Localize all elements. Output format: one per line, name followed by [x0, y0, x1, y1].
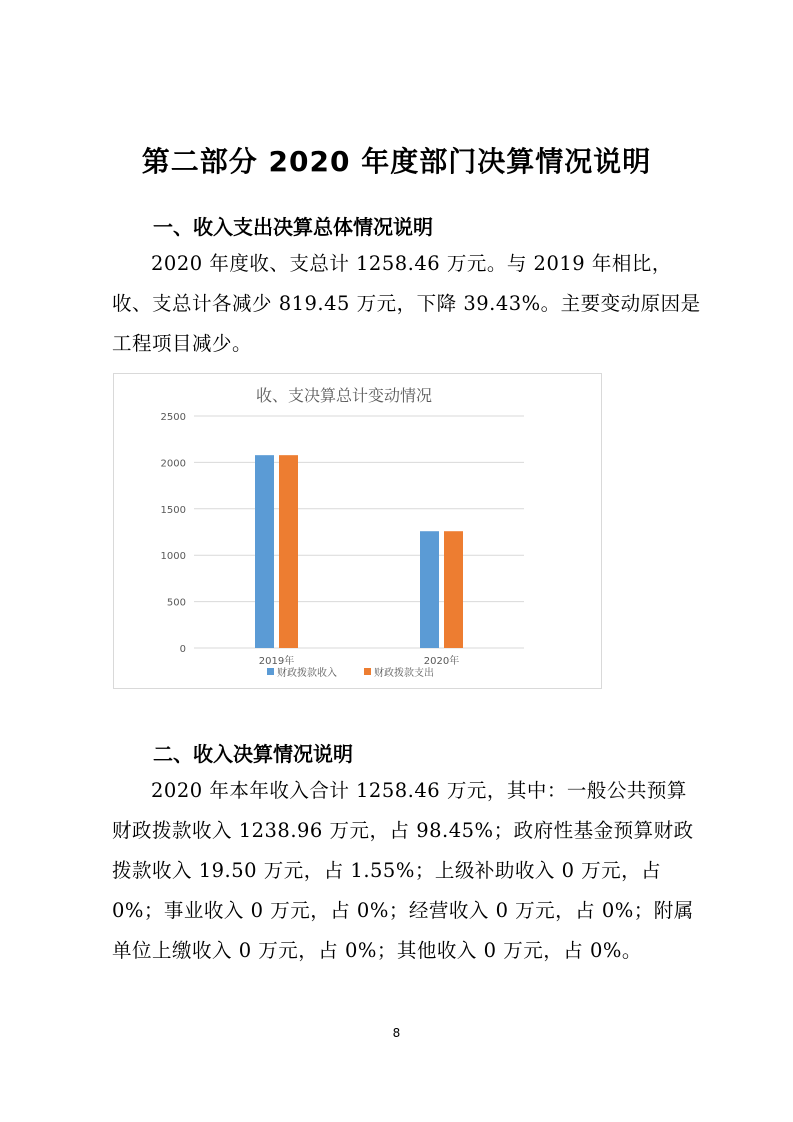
bar	[255, 455, 274, 648]
y-tick-label: 1500	[160, 504, 186, 516]
legend-label: 财政拨款收入	[277, 668, 337, 679]
page-title: 第二部分 2020 年度部门决算情况说明	[141, 145, 652, 178]
y-tick-label: 0	[179, 644, 186, 655]
bar-chart	[114, 374, 601, 688]
section-1-heading: 一、收入支出决算总体情况说明	[153, 215, 433, 239]
y-tick-label: 500	[166, 597, 186, 609]
y-tick-label: 1000	[160, 551, 186, 563]
page-number: 8	[392, 1026, 401, 1040]
chart-title: 收、支决算总计变动情况	[255, 386, 433, 405]
legend-label: 财政拨款支出	[374, 668, 434, 679]
chart-container	[113, 373, 602, 689]
bar	[444, 531, 463, 648]
bar	[420, 531, 439, 648]
legend-swatch	[267, 668, 274, 675]
section-2-paragraph: 2020 年本年收入合计 1258.46 万元，其中：一般公共预算财政拨款收入 1238.96 万元，占 98.45%；政府性基金预算财政拨款收入 19.50 万元，占 1.55%；上级补助收入 0 万元，占 0%；事业收入 0 万元，占 0%；经营收入 0 万元，占 0%；附属单位上缴收入 0 万元，占 0%；其他收入 0 万元，占 0%。	[112, 779, 694, 962]
section-1-paragraph: 2020 年度收、支总计 1258.46 万元。与 2019 年相比，收、支总计各减少 819.45 万元，下降 39.43%。主要变动原因是工程项目减少。	[112, 252, 701, 355]
x-tick-label: 2020年	[423, 656, 460, 667]
section-2-heading: 二、收入决算情况说明	[153, 742, 353, 766]
bar	[279, 455, 298, 648]
legend-swatch	[364, 668, 371, 675]
x-tick-label: 2019年	[258, 656, 295, 667]
y-tick-label: 2500	[160, 412, 186, 423]
y-tick-label: 2000	[160, 458, 186, 470]
